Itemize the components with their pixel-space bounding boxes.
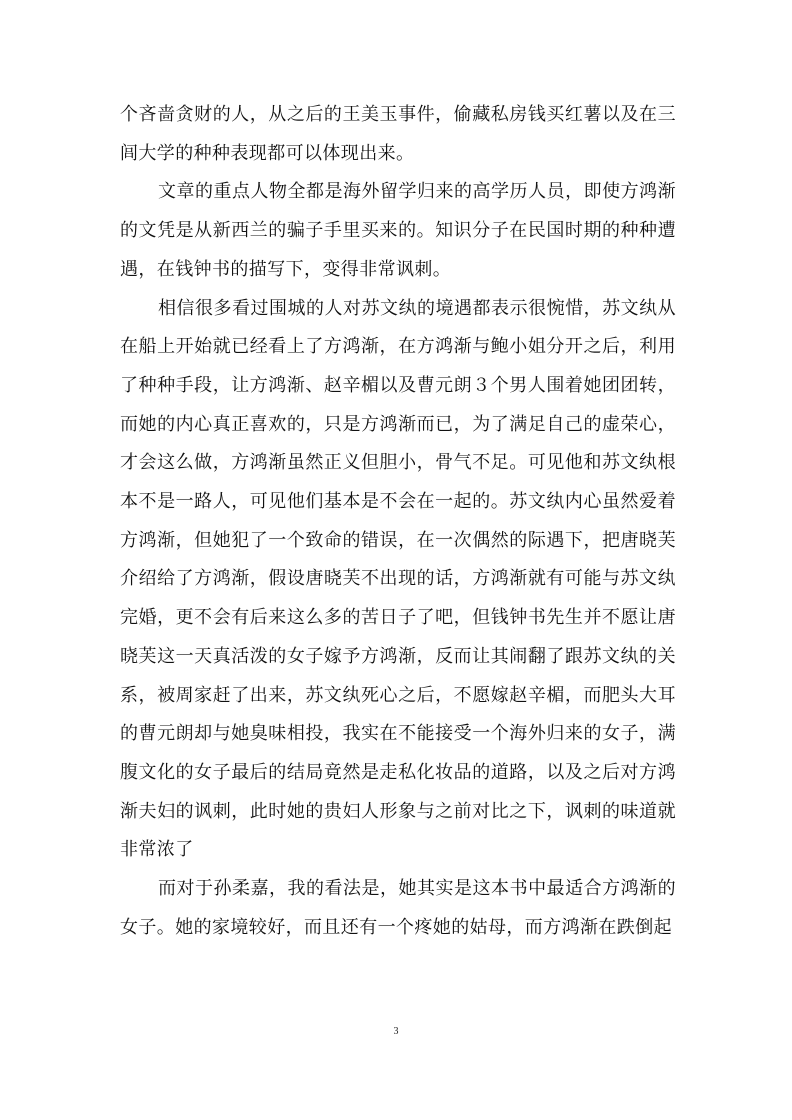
paragraph-overseas-scholars: 文章的重点人物全都是海外留学归来的高学历人员，即使方鸿渐的文凭是从新西兰的骗子手里买来的。知识分子在民国时期的种种遭遇，在钱钟书的描写下，变得非常讽刺。: [120, 181, 676, 280]
paragraph-su-wenwan: 相信很多看过围城的人对苏文纨的境遇都表示很惋惜，苏文纨从在船上开始就已经看上了方鸿渐，在方鸿渐与鲍小姐分开之后，利用了种种手段，让方鸿渐、赵辛楣以及曹元朗３个男人围着她团团转，而她的内心真正喜欢的，只是方鸿渐而已，为了满足自己的虚荣心，才会这么做，方鸿渐虽然正义但胆小，骨气不足。可见他和苏文纨根本不是一路人，可见他们基本是不会在一起的。苏文纨内心虽然爱着方鸿渐，但她犯了一个致命的错误，在一次偶然的际遇下，把唐晓芙介绍给了方鸿渐，假设唐晓芙不出现的话，方鸿渐就有可能与苏文纨完婚，更不会有后来这么多的苦日子了吧，但钱钟书先生并不愿让唐晓芙这一天真活泼的女子嫁予方鸿渐，反而让其闹翻了跟苏文纨的关系，被周家赶了出来，苏文纨死心之后，不愿嫁赵辛楣，而肥头大耳的曹元朗却与她臭味相投，我实在不能接受一个海外归来的女子，满腹文化的女子最后的结局竟然是走私化妆品的道路，以及之后对方鸿渐夫妇的讽刺，此时她的贵妇人形象与之前对比之下，讽刺的味道就非常浓了: [120, 297, 676, 861]
paragraph-continuation: 个吝啬贪财的人，从之后的王美玉事件，偷藏私房钱买红薯以及在三闾大学的种种表现都可以体现出来。: [120, 104, 676, 164]
page-number: 3: [393, 1026, 399, 1037]
body-text: [120, 96, 676, 947]
paragraph-sun-roujia: 而对于孙柔嘉，我的看法是，她其实是这本书中最适合方鸿渐的女子。她的家境较好，而且还有一个疼她的姑母，而方鸿渐在跌倒起: [120, 878, 676, 938]
